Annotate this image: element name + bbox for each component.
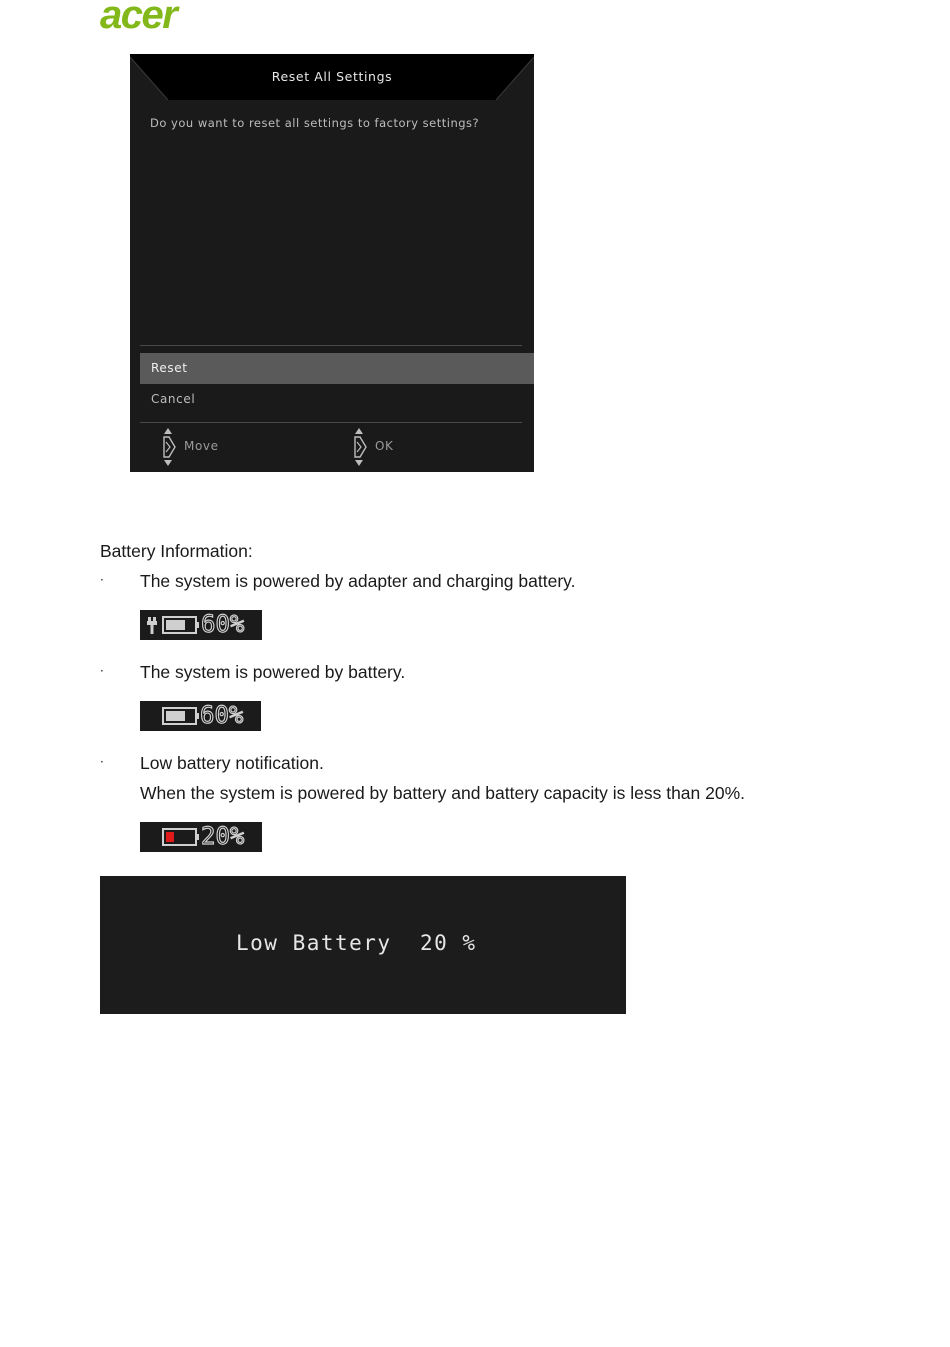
- bullet: ·: [100, 755, 104, 769]
- low-battery-label: Low Battery: [236, 931, 392, 955]
- low-battery-value: 20 %: [420, 931, 477, 955]
- move-hint-label: Move: [184, 439, 219, 453]
- reset-option-label: Reset: [151, 361, 188, 375]
- low-battery-icon: [144, 827, 204, 847]
- cancel-option-label: Cancel: [151, 392, 196, 406]
- battery-indicator: [140, 610, 262, 640]
- battery-indicator: [140, 701, 261, 731]
- logo-text: acer: [100, 0, 177, 34]
- low-battery-panel: [100, 876, 626, 1014]
- dialog-message: Do you want to reset all settings to factory settings?: [150, 116, 480, 130]
- battery-percent: 60%: [200, 701, 244, 729]
- item-text: Low battery notification.: [140, 753, 324, 773]
- divider: [140, 422, 522, 423]
- battery-fill: [166, 620, 185, 630]
- battery-fill: [166, 832, 174, 842]
- enter-icon: [352, 428, 370, 466]
- battery-icon: [144, 706, 204, 726]
- plug-battery-icon: [144, 615, 204, 635]
- item-text: The system is powered by battery.: [140, 662, 406, 682]
- acer-logo: [98, 0, 218, 34]
- up-down-arrow-icon: [161, 428, 179, 466]
- bullet: ·: [100, 573, 104, 587]
- divider: [140, 345, 522, 346]
- cancel-option[interactable]: [140, 387, 534, 413]
- bullet: ·: [100, 664, 104, 678]
- reset-settings-dialog: [130, 54, 534, 472]
- battery-percent: 60%: [201, 610, 245, 638]
- section-heading: Battery Information:: [100, 541, 253, 561]
- battery-percent: 20%: [201, 822, 245, 850]
- dialog-title: Reset All Settings: [271, 69, 393, 84]
- battery-fill: [166, 711, 185, 721]
- reset-option[interactable]: [140, 353, 534, 384]
- item-subtext: When the system is powered by battery and battery capacity is less than 20%.: [140, 783, 746, 803]
- item-text: The system is powered by adapter and charging battery.: [140, 571, 576, 591]
- ok-hint-label: OK: [375, 439, 394, 453]
- battery-indicator: [140, 822, 262, 852]
